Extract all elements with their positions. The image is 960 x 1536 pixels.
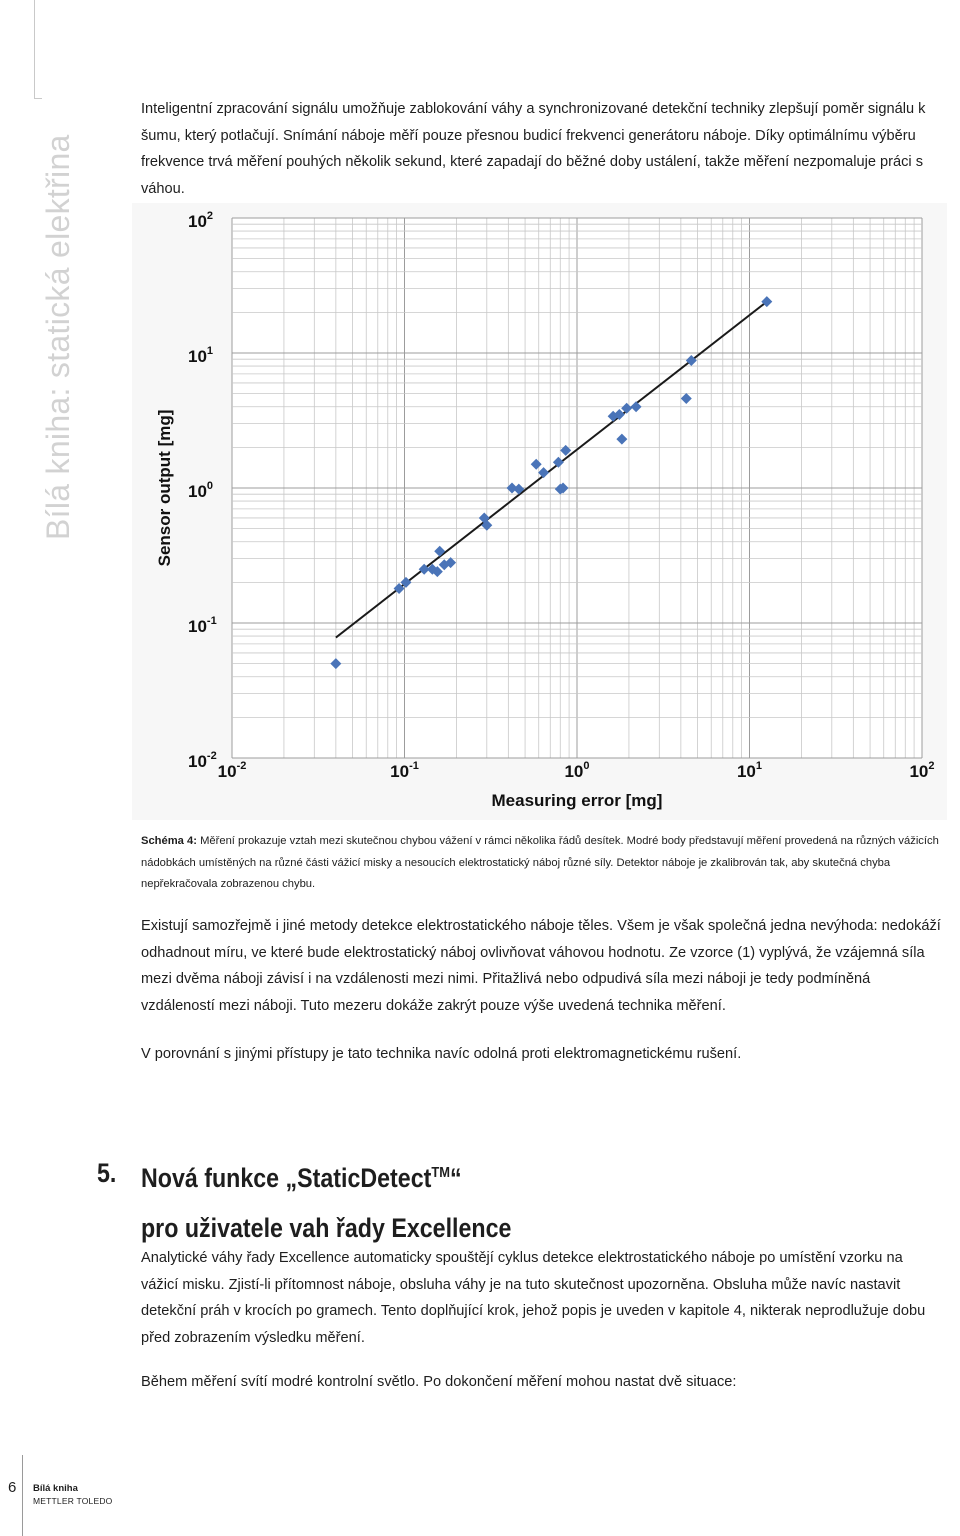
figure-caption xyxy=(141,831,946,896)
paragraph-emi: V porovnání s jinými přístupy je tato technika navíc odolná proti elektromagnetickému rušení. xyxy=(141,1046,742,1062)
section-title xyxy=(141,1148,511,1253)
section-title-line1: Nová funkce „StaticDetect xyxy=(141,1163,432,1193)
x-tick-label: $10^{-2}$ xyxy=(217,760,247,781)
page-number: 6 xyxy=(8,1479,17,1496)
y-tick-label: $10^1$ xyxy=(188,345,214,366)
footer-rule xyxy=(22,1455,23,1536)
x-tick-label: $10^{-1}$ xyxy=(390,760,419,781)
footer-doc-name: Bílá kniha xyxy=(33,1483,78,1494)
trademark-sup: TM xyxy=(431,1164,450,1181)
y-tick-label: $10^0$ xyxy=(188,480,214,501)
x-tick-label: $10^2$ xyxy=(909,760,935,781)
x-tick-label: $10^0$ xyxy=(564,760,590,781)
footer-company: METTLER TOLEDO xyxy=(33,1496,113,1506)
x-tick-label: $10^1$ xyxy=(736,760,763,781)
section-title-line2: pro uživatele vah řady Excellence xyxy=(141,1213,512,1243)
side-rule-tick xyxy=(34,98,42,99)
side-title-text: Bílá kniha: statická elektřina xyxy=(40,134,76,540)
y-tick-label: $10^{-2}$ xyxy=(188,750,217,771)
y-tick-label: $10^{-1}$ xyxy=(188,615,217,636)
section-number: 5. xyxy=(97,1158,117,1188)
y-tick-label: $10^2$ xyxy=(188,210,214,231)
caption-label: Schéma 4: xyxy=(141,835,197,847)
scatter-chart xyxy=(132,203,947,820)
caption-text: Měření prokazuje vztah mezi skutečnou chybou vážení v rámci několika řádů desítek. Modré body představují měření provedená na různých vážicích nádobkách umístěných na různé části vážicí misky a nesoucích elektrostatický náboj různé síly. Detektor náboje je zkalibrován tak, aby skutečná chyba nepřekračovala zobrazenou chybu. xyxy=(141,835,939,890)
x-axis-label: Measuring error [mg] xyxy=(491,791,663,810)
paragraph-excellence: Analytické váhy řady Excellence automaticky spouštějí cyklus detekce elektrostatického náboje po umístění vzorku na vážicí misku. Zjistí-li přítomnost náboje, obsluha váhy je na tuto skutečnost upozorněna. Obsluha může navíc nastavit detekční práh v krocích po gramech. Tento doplňující krok, jehož popis je uveden v kapitole 4, nikterak neprodlužuje dobu před zobrazením výsledku měření. xyxy=(141,1250,926,1346)
section-title-line1-end: “ xyxy=(449,1163,462,1193)
y-axis-label: Sensor output [mg] xyxy=(155,409,174,567)
paragraph-methods: Existují samozřejmě i jiné metody detekce elektrostatického náboje těles. Všem je však společná jedna nevýhoda: nedokáží odhadnout míru, ve které bude elektrostatický náboj ovlivňovat váhovou hodnotu. Ze vzorce (1) vyplývá, že vzájemná síla mezi dvěma náboji závisí i na vzdálenosti mezi nimi. Přitažlivá nebo odpudivá síla mezi náboji je tedy podmíněná vzdáleností mezi náboji. Tuto mezeru dokáže zakrýt pouze výše uvedená technika měření. xyxy=(141,918,941,1014)
side-title xyxy=(0,100,76,540)
paragraph-indicator: Během měření svítí modré kontrolní světlo. Po dokončení měření mohou nastat dvě situace: xyxy=(141,1374,737,1390)
intro-paragraph: Inteligentní zpracování signálu umožňuje zablokování váhy a synchronizované detekční techniky zlepšují poměr signálu k šumu, který potlačují. Snímání náboje měří pouze přesnou budicí frekvenci generátoru náboje. Díky optimálnímu výběru frekvence trvá měření pouhých několik sekund, které zapadají do běžné doby ustálení, takže měření nezpomaluje práci s váhou. xyxy=(141,101,926,197)
chart-svg xyxy=(132,203,947,820)
side-rule xyxy=(34,0,35,98)
